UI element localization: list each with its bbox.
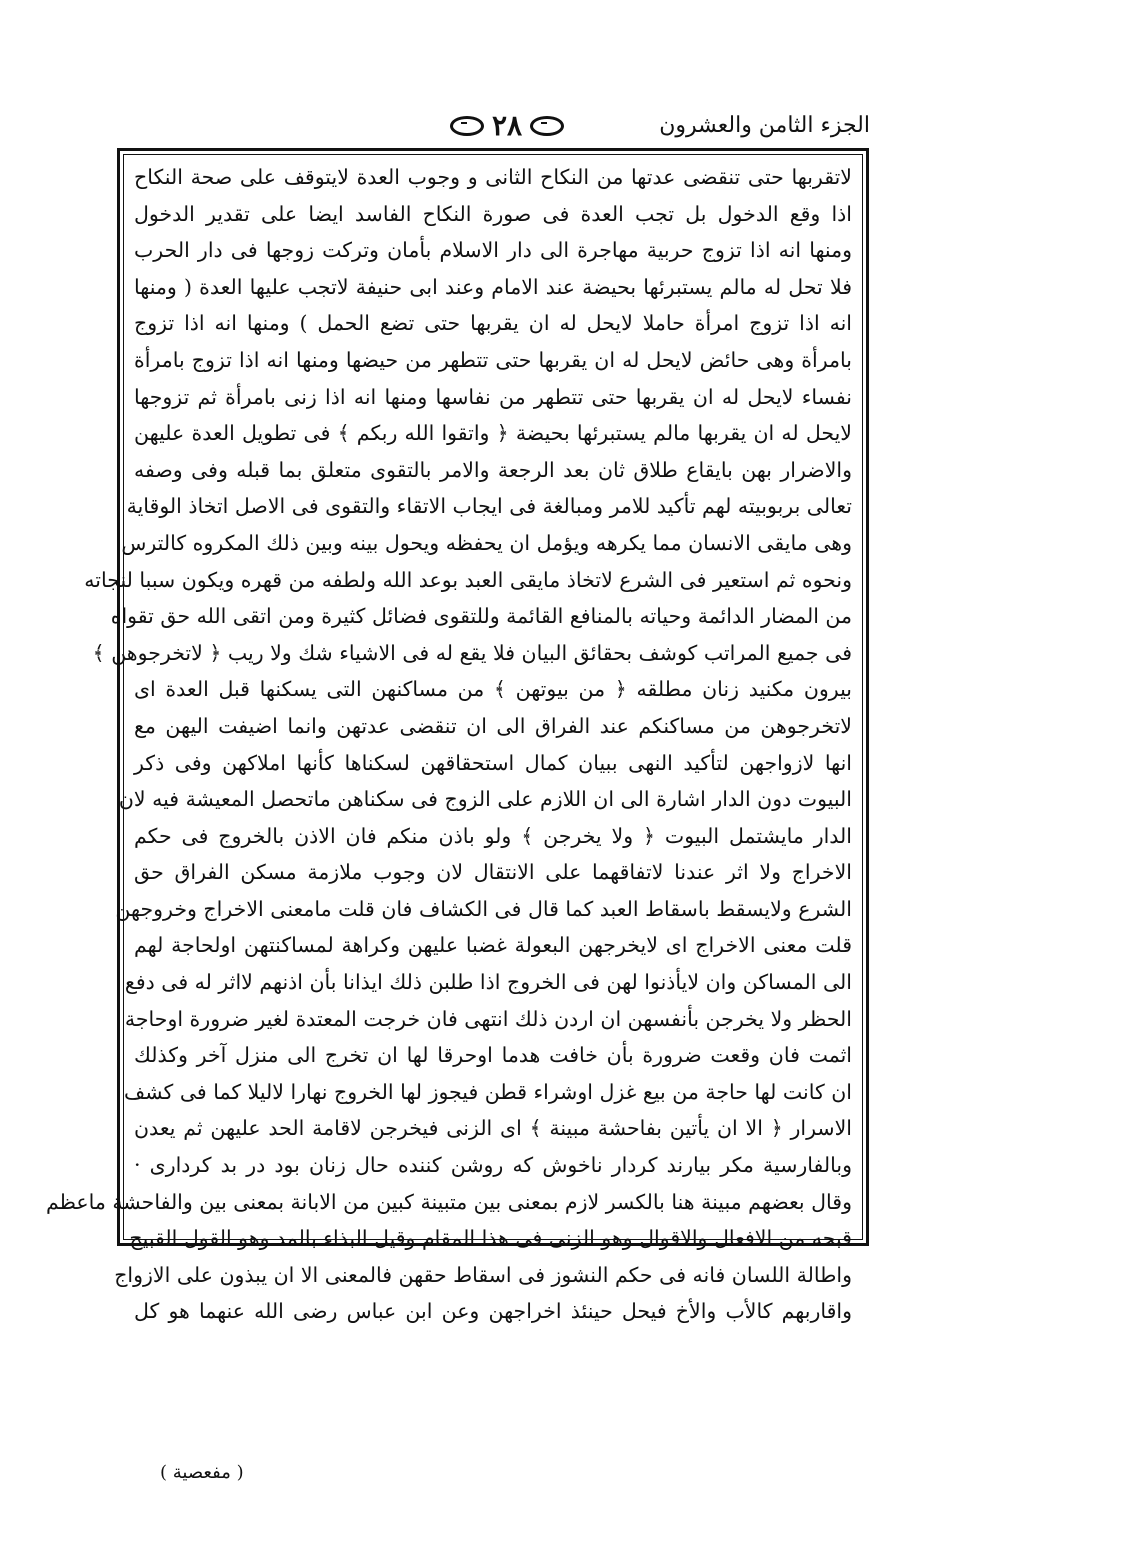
text-line: بامرأة وهى حائض لايحل له ان يقربها حتى تتطهر من حيضها ومنها انه اذا تزوج بامرأة [134,347,852,372]
text-line: نفساء لايحل له ان يقربها حتى تتطهر من نفاسها ومنها انه اذا زنى بامرأة ثم تزوجها [134,384,852,409]
text-line: تعالى بربوبيته لهم تأكيد للامر ومبالغة فى ايجاب الاتقاء والتقوى فى الاصل اتخاذ الوقاية [126,494,852,519]
text-line: وقال بعضهم مبينة هنا بالكسر لازم بمعنى بين متبينة كبين من الابانة بمعنى بين والفاحشة ماعظم [45,1189,852,1214]
text-line: والاضرار بهن بايقاع طلاق ثان بعد الرجعة والامر بالتقوى متعلق بما قبله وفى وصفه [134,457,852,482]
text-line: من المضار الدائمة وحياته بالمنافع القائمة وللتقوى فضائل كثيرة ومن اتقى الله حق تقواه [110,604,852,629]
running-header-juz: الجزء الثامن والعشرون [659,113,870,138]
text-line: اثمت فان وقعت ضرورة بأن خافت هدما اوحرقا لها ان تخرج الى منزل آخر وكذلك [134,1043,852,1068]
text-line: فلا تحل له مالم يستبرئها بحيضة عند الامام وعند ابى حنيفة لاتجب عليها العدة ( ومنها [134,274,852,299]
text-line: ومنها انه اذا تزوج حربية مهاجرة الى دار الاسلام بأمان وتركت زوجها فى دار الحرب [134,238,852,263]
ornament-icon [530,116,564,136]
text-line: بيرون مكنيد زنان مطلقه ﴿ من بيوتهن ﴾ من مساكنهن التى يسكنها قبل العدة اى [134,677,852,702]
text-line: واقاربهم كالأب والأخ فيحل حينئذ اخراجهن وعن ابن عباس رضى الله عنهما هو كل [134,1299,852,1324]
text-body [45,159,852,1330]
text-line: قلت معنى الاخراج اى لايخرجهن البعولة غضبا عليهن وكراهة لمساكنتهن اولحاجة لهم [134,933,852,958]
text-line: الحظر ولا يخرجن بأنفسهن ان اردن ذلك انتهى فان خرجت المعتدة لغير ضرورة اوحاجة [124,1006,852,1031]
text-line: الشرع ولايسقط باسقاط العبد كما قال فى الكشاف فان قلت مامعنى الاخراج وخروجهن [115,896,852,921]
page-number-block [450,109,564,142]
page-number: ٢٨ [492,109,523,142]
text-line: الاسرار ﴿ الا ان يأتين بفاحشة مبينة ﴾ اى الزنى فيخرجن لاقامة الحد عليهن ثم يعدن [134,1116,852,1141]
text-line: ان كانت لها حاجة من بيع غزل اوشراء قطن فيجوز لها الخروج نهارا لاليلا كما فى كشف [124,1079,852,1104]
text-line: واطالة اللسان فانه فى حكم النشوز فى اسقاط حقهن فالمعنى الا ان يبذون على الازواج [114,1262,852,1287]
page-header [120,105,870,145]
text-line: ونحوه ثم استعير فى الشرع لاتخاذ مايقى العبد بوعد الله ولطفه من قهره ويكون سببا لنجاته [84,567,852,592]
text-line: البيوت دون الدار اشارة الى ان اللازم على الزوج فى سكناهن ماتحصل المعيشة فيه لان [118,787,852,812]
text-line: وهى مايقى الانسان مما يكرهه ويؤمل ان يحفظه ويحول بينه وبين ذلك المكروه كالترس [121,530,852,555]
text-line: الى المساكن وان لايأذنوا لهن فى الخروج اذا طلبن ذلك ايذانا بأن اذنهم لااثر له فى دفع [124,970,852,995]
text-line: وبالفارسية مكر بيارند كردار ناخوش كه روشن كننده حال زنان بود در بد كردارى · [134,1153,852,1178]
catchword: ( مفعصية ) [160,1462,244,1483]
ornament-icon [450,116,484,136]
text-frame [45,148,869,1324]
text-line: انه اذا تزوج امرأة حاملا لايحل له ان يقربها حتى تضع الحمل ) ومنها انه اذا تزوج [134,311,852,336]
text-line: قبحه من الافعال والاقوال وهو الزنى فى هذا المقام وقيل البذاء بالمد وهو القول القبيح [129,1226,852,1251]
text-line: فى جميع المراتب كوشف بحقائق البيان فلا يقع له فى الاشياء شك ولا ريب ﴿ لاتخرجوهن ﴾ [92,640,852,665]
text-line: اذا وقع الدخول بل تجب العدة فى صورة النكاح الفاسد ايضا على تقدير الدخول [134,201,852,226]
text-line: لايحل له ان يقربها مالم يستبرئها بحيضة ﴿ واتقوا الله ربكم ﴾ فى تطويل العدة عليهن [134,421,852,446]
text-line: الاخراج ولا اثر عندنا لاتفاقهما على الانتقال لان وجوب ملازمة مسكن الفراق حق [134,860,852,885]
text-line: لاتخرجوهن من مساكنكم عند الفراق الى ان تنقضى عدتهن وانما اضيفت اليهن مع [134,713,852,738]
text-line: انها لازواجهن لتأكيد النهى ببيان كمال استحقاقهن لسكناها كأنها املاكهن وفى ذكر [134,750,852,775]
text-line: الدار مايشتمل البيوت ﴿ ولا يخرجن ﴾ ولو باذن منكم فان الاذن بالخروج فى حكم [134,823,852,848]
text-line: لاتقربها حتى تنقضى عدتها من النكاح الثانى و وجوب العدة لايتوقف على صحة النكاح [134,165,852,189]
